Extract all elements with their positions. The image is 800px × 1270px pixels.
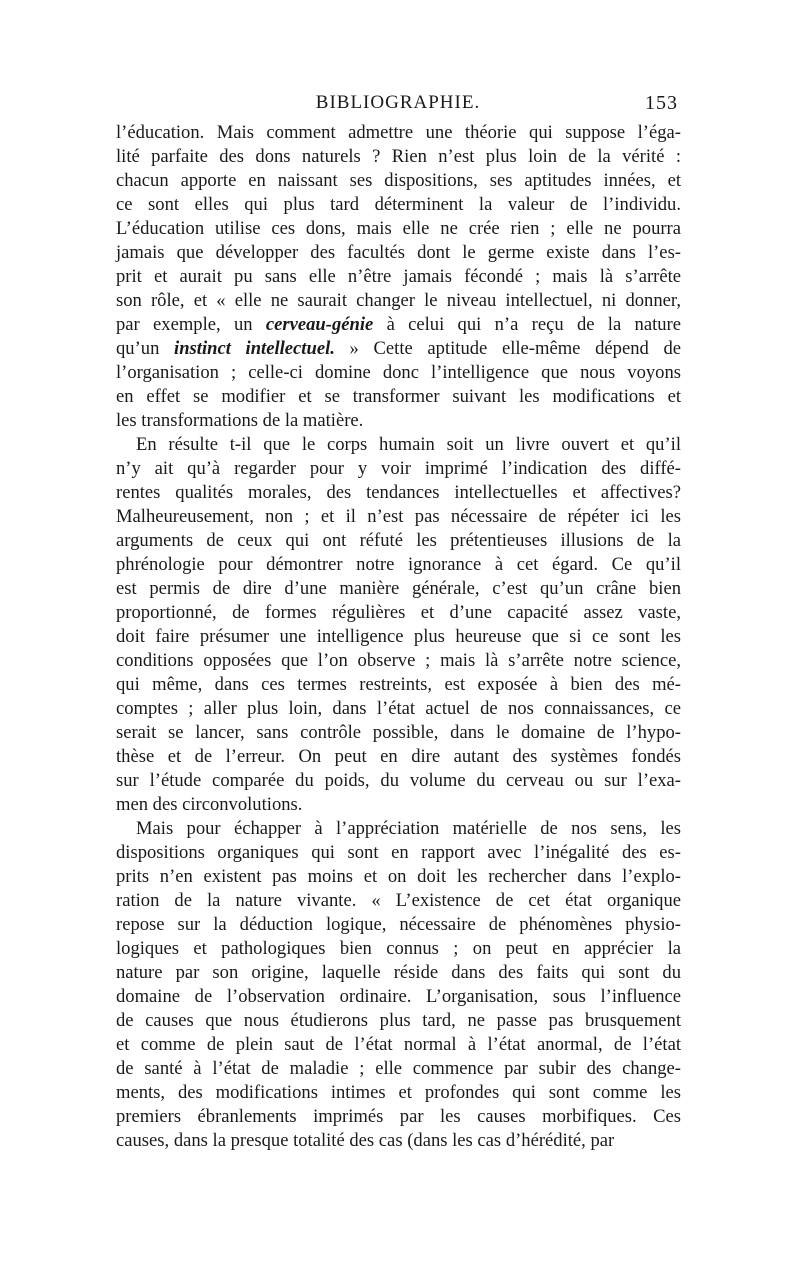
text-line: de causes que nous étudierons plus tard, ne passe pas brusquement [116, 1010, 681, 1031]
text-line: en effet se modifier et se transformer suivant les modifications et [116, 386, 681, 407]
text-line: causes, dans la presque totalité des cas (dans les cas d’hérédité, par [116, 1130, 615, 1151]
body-text [116, 121, 681, 1153]
text-line: et comme de plein saut de l’état normal à l’état anormal, de l’état [116, 1034, 681, 1055]
text-line: thèse et de l’erreur. On peut en dire autant des systèmes fondés [116, 746, 681, 767]
text-line: L’éducation utilise ces dons, mais elle ne crée rien ; elle ne pourra [116, 218, 681, 239]
text-line: chacun apporte en naissant ses dispositions, ses aptitudes innées, et [116, 170, 681, 191]
text-line: n’y ait qu’à regarder pour y voir imprimé l’indication des diffé- [116, 458, 681, 479]
text-line: ration de la nature vivante. « L’existence de cet état organique [116, 890, 681, 911]
running-title: BIBLIOGRAPHIE. [315, 92, 481, 113]
text-line: men des circonvolutions. [116, 794, 303, 815]
paragraph [116, 433, 681, 817]
text-line: arguments de ceux qui ont réfuté les prétentieuses illusions de la [116, 530, 681, 551]
text-line: par exemple, un cerveau-génie à celui qui n’a reçu de la nature [116, 314, 681, 335]
text-line: rentes qualités morales, des tendances intellectuelles et affectives? [116, 482, 681, 503]
text-line: les transformations de la matière. [116, 410, 364, 431]
text-line: Malheureusement, non ; et il n’est pas nécessaire de répéter ici les [116, 506, 681, 527]
text-line: doit faire présumer une intelligence plus heureuse que si ce sont les [116, 626, 681, 647]
text-line: l’organisation ; celle-ci domine donc l’intelligence que nous voyons [116, 362, 681, 383]
text-line: serait se lancer, sans contrôle possible, dans le domaine de l’hypo- [116, 722, 681, 743]
text-line: prits n’en existent pas moins et on doit les rechercher dans l’explo- [116, 866, 681, 887]
text-line: Mais pour échapper à l’appréciation matérielle de nos sens, les [136, 818, 681, 839]
text-line: jamais que développer des facultés dont le germe existe dans l’es- [116, 242, 681, 263]
running-head [118, 92, 678, 122]
text-line: de santé à l’état de maladie ; elle commence par subir des change- [116, 1058, 681, 1079]
text-line: sur l’étude comparée du poids, du volume du cerveau ou sur l’exa- [116, 770, 681, 791]
text-line: ments, des modifications intimes et profondes qui sont comme les [116, 1082, 681, 1103]
text-line: lité parfaite des dons naturels ? Rien n’est plus loin de la vérité : [116, 146, 681, 167]
paragraph [116, 817, 681, 1153]
paragraph [116, 121, 681, 433]
page-number: 153 [645, 92, 678, 114]
text-line: qu’un instinct intellectuel. » Cette aptitude elle-même dépend de [116, 338, 681, 359]
text-line: logiques et pathologiques bien connus ; on peut en apprécier la [116, 938, 681, 959]
text-line: En résulte t-il que le corps humain soit un livre ouvert et qu’il [136, 434, 681, 455]
text-line: conditions opposées que l’on observe ; mais là s’arrête notre science, [116, 650, 681, 671]
text-line: phrénologie pour démontrer notre ignorance à cet égard. Ce qu’il [116, 554, 681, 575]
text-line: nature par son origine, laquelle réside dans des faits qui sont du [116, 962, 681, 983]
text-line: son rôle, et « elle ne saurait changer le niveau intellectuel, ni donner, [116, 290, 681, 311]
text-line: domaine de l’observation ordinaire. L’organisation, sous l’influence [116, 986, 681, 1007]
text-line: repose sur la déduction logique, nécessaire de phénomènes physio- [116, 914, 681, 935]
text-line: proportionné, de formes régulières et d’une capacité assez vaste, [116, 602, 681, 623]
text-line: est permis de dire d’une manière générale, c’est qu’un crâne bien [116, 578, 681, 599]
text-line: l’éducation. Mais comment admettre une théorie qui suppose l’éga- [116, 122, 681, 143]
text-line: prit et aurait pu sans elle n’être jamais fécondé ; mais là s’arrête [116, 266, 681, 287]
text-line: qui même, dans ces termes restreints, est exposée à bien des mé- [116, 674, 681, 695]
text-line: premiers ébranlements imprimés par les causes morbifiques. Ces [116, 1106, 681, 1127]
text-line: dispositions organiques qui sont en rapport avec l’inégalité des es- [116, 842, 681, 863]
text-line: ce sont elles qui plus tard déterminent la valeur de l’individu. [116, 194, 681, 215]
text-line: comptes ; aller plus loin, dans l’état actuel de nos connaissances, ce [116, 698, 681, 719]
